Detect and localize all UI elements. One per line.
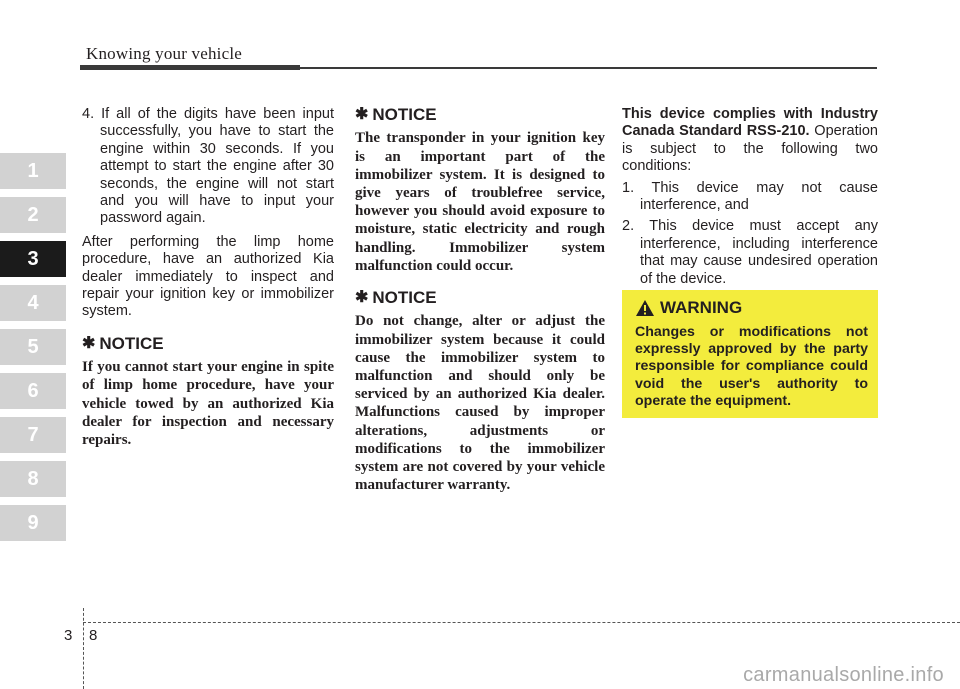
notice-star-icon: ✱ [82, 334, 96, 352]
notice-text: If you cannot start your engine in spite of limp home procedure, have your vehicle towed by an authorized Kia dealer for inspection and necessary repairs. [82, 359, 334, 449]
notice-heading-transponder [355, 106, 605, 123]
chapter-tab-4[interactable]: 4 [0, 285, 66, 321]
notice-title: NOTICE [99, 333, 164, 353]
notice-title: NOTICE [372, 105, 437, 124]
column-1 [82, 106, 334, 449]
chapter-tab-2[interactable]: 2 [0, 197, 66, 233]
column-3 [622, 106, 878, 294]
page-chapter-number: 3 [64, 627, 73, 644]
footer-rule [83, 622, 960, 623]
condition-1: 1. This device may not cause interference, and [622, 179, 878, 214]
warning-title: WARNING [660, 298, 743, 317]
notice-star-icon: ✱ [355, 106, 369, 123]
footer-divider [83, 608, 84, 689]
chapter-tab-3-active[interactable]: 3 [0, 241, 66, 277]
warning-heading [635, 298, 868, 318]
notice-title: NOTICE [372, 288, 437, 308]
page-number: 8 [89, 627, 98, 644]
step-4-text: 4. If all of the digits have been input successfully, you have to start the engine within 30 seconds. If you attempt to start the engine after 30 seconds, the engine will not start and you will have to input your password again. [82, 106, 334, 227]
notice-transponder-text: The transponder in your ignition key is an important part of the immobilizer system. It is designed to give years of troublefree service, however you should avoid exposure to moisture, static electricity and rough handling. Immobilizer system malfunction could occur. [355, 130, 605, 274]
compliance-bold-text: This device complies with Industry Canada Standard RSS-210. [622, 106, 878, 140]
chapter-tab-5[interactable]: 5 [0, 329, 66, 365]
notice-modification-text: Do not change, alter or adjust the immobilizer system because it could cause the immobilizer system to malfunction and should only be serviced by an authorized Kia dealer. Malfunctions caused by improper alterations, adjustments or modifications to the immobilizer system are not covered by your vehicle manufacturer warranty. [355, 313, 605, 494]
warning-box [622, 290, 878, 418]
notice-heading-modification [355, 289, 605, 306]
chapter-tab-6[interactable]: 6 [0, 373, 66, 409]
header-rule-thick [80, 65, 300, 70]
chapter-tab-8[interactable]: 8 [0, 461, 66, 497]
notice-star-icon: ✱ [355, 289, 369, 307]
chapter-tab-9[interactable]: 9 [0, 505, 66, 541]
watermark: carmanualsonline.info [743, 664, 944, 686]
chapter-tabs [0, 153, 66, 549]
condition-2: 2. This device must accept any interference, including interference that may cause undesired operation of the device. [622, 218, 878, 287]
compliance-statement [622, 106, 878, 176]
limp-home-followup-text: After performing the limp home procedure, have an authorized Kia dealer immediately to inspect and repair your ignition key or immobilizer system. [82, 233, 334, 320]
warning-text: Changes or modifications not expressly approved by the party responsible for compliance could void the user's authority to operate the equipment. [635, 324, 868, 409]
notice-heading [82, 335, 334, 352]
warning-triangle-icon [635, 299, 655, 317]
compliance-rest-text: Operation is subject to the following two conditions: [622, 123, 878, 175]
column-2 [355, 106, 605, 494]
header-rule-thin [300, 67, 877, 69]
chapter-tab-1[interactable]: 1 [0, 153, 66, 189]
page-header-title: Knowing your vehicle [86, 44, 243, 63]
chapter-tab-7[interactable]: 7 [0, 417, 66, 453]
